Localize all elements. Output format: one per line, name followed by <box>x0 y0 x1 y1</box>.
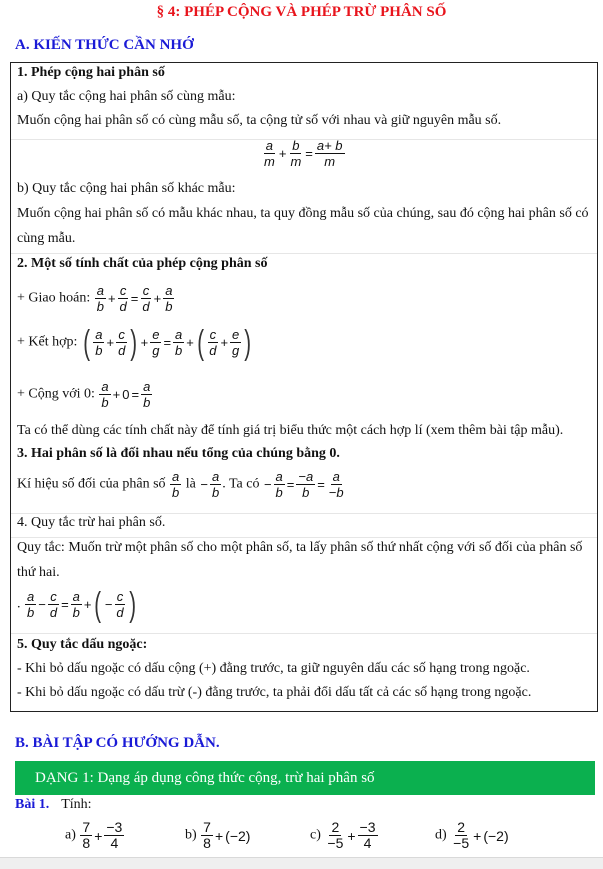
heading-subtraction: 4. Quy tắc trừ hai phân số. <box>17 515 166 530</box>
rule-same-denominator-text: Muốn cộng hai phân số có cùng mẫu số, ta cộng tử số với nhau và giữ nguyên mẫu số. <box>17 113 502 128</box>
heading-properties: 2. Một số tính chất của phép cộng phân số <box>17 256 268 271</box>
exercise-item-b: b) $\frac{7}{8}$ + (−2) <box>185 819 251 851</box>
type-banner: DẠNG 1: Dạng áp dụng công thức cộng, trừ hai phân số <box>15 761 595 795</box>
property-add-zero: + Cộng với 0: $\frac{a}{b}$ + 0 = $\frac{a}{b}$ <box>17 379 151 410</box>
row-divider <box>11 633 597 634</box>
rule-diff-denominator-label: b) Quy tắc cộng hai phân số khác mẫu: <box>17 181 236 196</box>
exercise-label: Bài 1. <box>15 797 50 812</box>
property-commutative: + Giao hoán: $\frac{a}{b}$ + $\frac{c}{d}$ = $\frac{c}{d}$ + $\frac{a}{b}$ <box>17 283 173 314</box>
knowledge-box <box>10 62 598 712</box>
properties-note: Ta có thể dùng các tính chất này để tính giá trị biểu thức một cách hợp lí (xem thêm bài tập mẫu). <box>17 423 564 438</box>
row-divider <box>11 253 597 254</box>
exercise-item-c: c) $\frac{2}{-5}$ + $\frac{-3}{4}$ <box>310 819 376 851</box>
exercise-heading <box>15 797 92 813</box>
heading-brackets: 5. Quy tắc dấu ngoặc: <box>17 637 148 652</box>
property-associative: + Kết hợp: ( $\frac{a}{b}$ + $\frac{c}{d}$ ) + $\frac{e}{g}$ = $\frac{a}{b}$ +( $\frac{c}{d}$ + $\frac{e}{g}$ ) <box>17 323 252 362</box>
rule-diff-denominator-text-cont: cùng mẫu. <box>17 231 76 246</box>
bracket-rule-minus: - Khi bỏ dấu ngoặc có dấu trừ (-) đằng trước, ta phải đổi dấu tất cả các số hạng trong ngoặc. <box>17 685 532 700</box>
exercise-item-a: a) $\frac{7}{8}$ + $\frac{-3}{4}$ <box>65 819 123 851</box>
heading-addition: 1. Phép cộng hai phân số <box>17 65 165 80</box>
row-divider <box>11 537 597 538</box>
rule-same-denominator-label: a) Quy tắc cộng hai phân số cùng mẫu: <box>17 89 236 104</box>
rule-diff-denominator-text: Muốn cộng hai phân số có mẫu khác nhau, ta quy đồng mẫu số của chúng, sau đó cộng hai phân số có <box>17 206 589 221</box>
exercise-item-d: d) $\frac{2}{-5}$ + (−2) <box>435 819 509 851</box>
section-b-heading: B. BÀI TẬP CÓ HƯỚNG DẪN. <box>15 735 220 751</box>
subtraction-rule: Quy tắc: Muốn trừ một phân số cho một phân số, ta lấy phân số thứ nhất cộng với số đối của phân số <box>17 540 583 555</box>
bracket-rule-plus: - Khi bỏ dấu ngoặc có dấu cộng (+) đằng trước, ta giữ nguyên dấu các số hạng trong ngoặc. <box>17 661 530 676</box>
subtraction-formula: . $\frac{a}{b}$ − $\frac{c}{d}$ = $\frac{a}{b}$ +( − $\frac{c}{d}$ ) <box>17 585 136 624</box>
opposite-definition: Kí hiệu số đối của phân số $\frac{a}{b}$ là − $\frac{a}{b}$ . Ta có − $\frac{a}{b}$ = $\frac{-a}{b}$ = $\frac{a}{-b}$ <box>17 469 344 500</box>
page-title: § 4: PHÉP CỘNG VÀ PHÉP TRỪ PHÂN SỐ <box>156 4 447 20</box>
status-bar <box>0 857 603 869</box>
subtraction-rule-cont: thứ hai. <box>17 565 60 580</box>
heading-opposite: 3. Hai phân số là đối nhau nếu tổng của chúng bằng 0. <box>17 446 340 461</box>
formula-same-denominator: $\frac{a}{m}$ + $\frac{b}{m}$ = $\frac{a+ b}{m}$ <box>264 138 343 169</box>
section-a-heading: A. KIẾN THỨC CẦN NHỚ <box>15 37 194 53</box>
exercise-instruction: Tính: <box>61 797 92 812</box>
row-divider <box>11 513 597 514</box>
